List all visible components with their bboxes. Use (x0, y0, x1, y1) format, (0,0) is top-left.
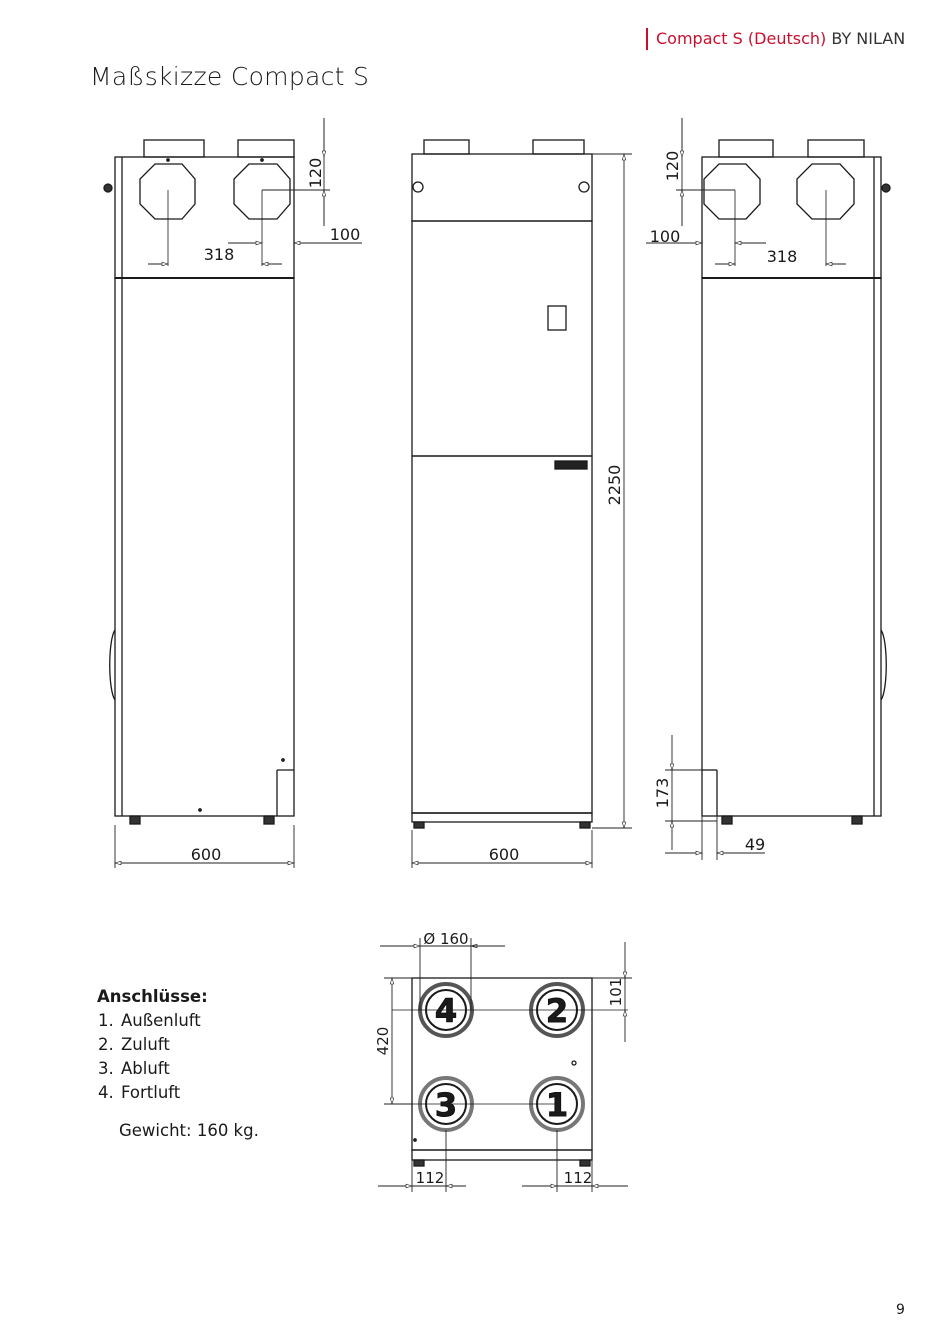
weight-note: Gewicht: 160 kg. (119, 1121, 259, 1140)
dim-front-width: 600 (488, 845, 520, 864)
port-number-2: 2 (545, 992, 569, 1030)
dim-right-foot-offset: 49 (744, 835, 766, 854)
dim-right-bottom-height: 173 (653, 777, 672, 809)
front-view (412, 140, 592, 828)
dim-left-top-height: 120 (306, 157, 325, 189)
dim-right-spacing: 318 (766, 247, 798, 266)
connection-item: 4. Fortluft (119, 1081, 208, 1105)
header-product: Compact S (Deutsch) (656, 29, 827, 48)
connections-heading: Anschlüsse: (97, 987, 208, 1006)
dim-left-width: 600 (190, 845, 222, 864)
dim-top-edge-offset: 101 (607, 977, 625, 1007)
dim-top-left-offset: 112 (415, 1169, 445, 1187)
connections-legend (97, 985, 208, 1105)
top-view (392, 978, 628, 1166)
connection-item: 3. Abluft (119, 1057, 208, 1081)
right-side-view (702, 140, 890, 824)
connections-list (97, 1009, 208, 1105)
dim-left-spacing: 318 (203, 245, 235, 264)
dim-front-height: 2250 (605, 464, 624, 506)
dim-right-top-height: 120 (663, 150, 682, 182)
port-number-1: 1 (545, 1086, 569, 1124)
page-title: Maßskizze Compact S (90, 62, 370, 91)
page-number: 9 (896, 1302, 905, 1318)
dim-top-diameter: Ø 160 (423, 930, 469, 948)
dim-top-spacing: 420 (374, 1026, 392, 1056)
connection-item: 1. Außenluft (119, 1009, 208, 1033)
port-number-4: 4 (434, 992, 458, 1030)
header-brand: BY NILAN (831, 29, 906, 48)
connection-item: 2. Zuluft (119, 1033, 208, 1057)
port-number-3: 3 (434, 1086, 458, 1124)
dim-left-offset: 100 (329, 225, 361, 244)
left-side-view (104, 140, 294, 824)
dim-right-offset: 100 (649, 227, 681, 246)
dim-top-right-offset: 112 (563, 1169, 593, 1187)
